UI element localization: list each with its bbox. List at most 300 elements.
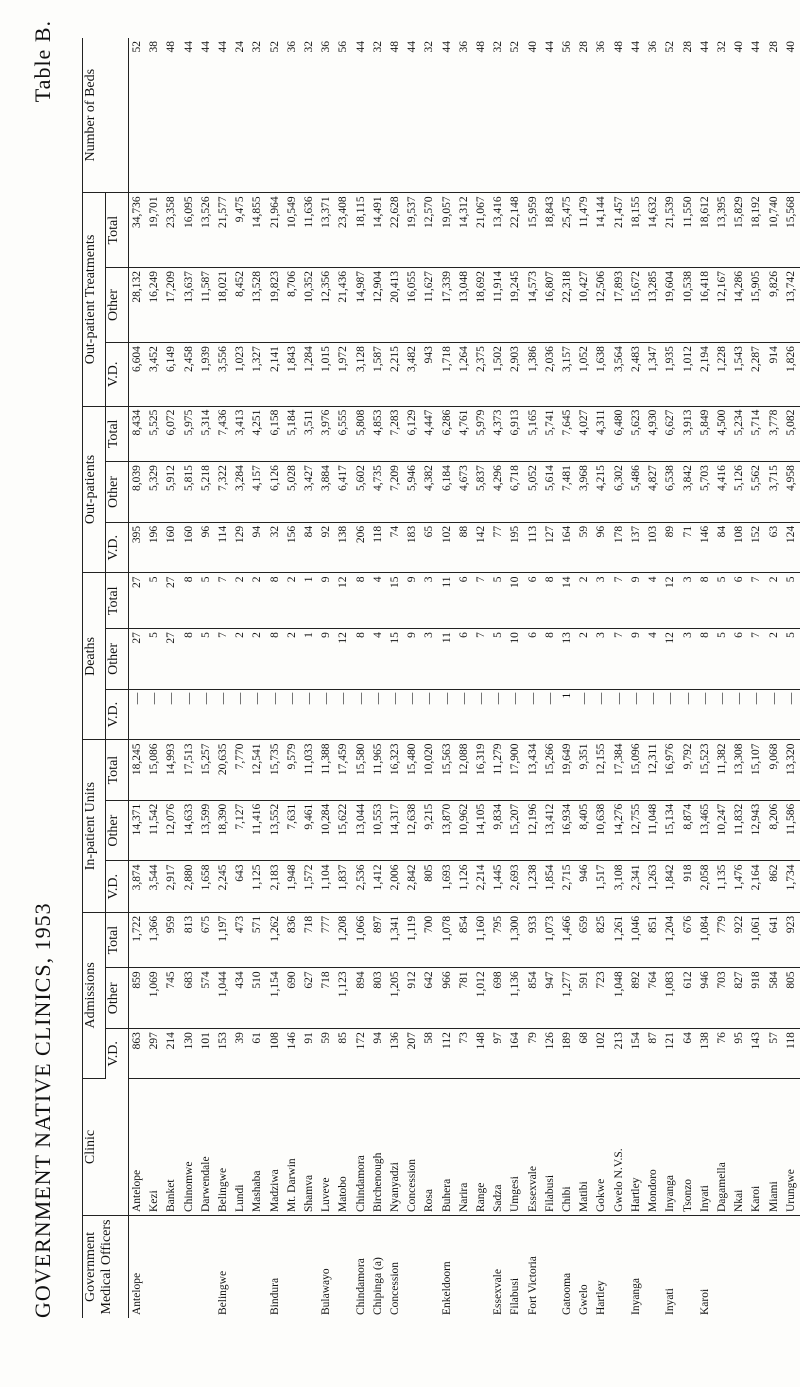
deaths-cell: — [439, 689, 456, 740]
opt-cell: 14,144 [593, 193, 610, 268]
adm-cell: 805 [783, 968, 800, 1029]
adm-cell: 64 [680, 1029, 697, 1079]
sub-header-outpatients-other: Other [106, 462, 129, 523]
beds-cell: 36 [456, 38, 473, 193]
op-cell: 5,329 [146, 462, 163, 523]
op-cell: 196 [146, 522, 163, 573]
op-cell: 4,382 [421, 462, 438, 523]
opt-cell: 18,692 [473, 268, 490, 343]
op-cell: 84 [301, 522, 318, 573]
adm-cell: 1,300 [507, 912, 524, 968]
opt-cell: 13,526 [198, 193, 215, 268]
ipu-cell: 9,461 [301, 800, 318, 861]
deaths-cell: — [353, 689, 370, 740]
deaths-cell: 2 [284, 573, 301, 629]
deaths-cell: 3 [680, 629, 697, 690]
adm-cell: 683 [181, 968, 198, 1029]
op-cell: 5,082 [783, 406, 800, 462]
deaths-cell: 2 [766, 629, 783, 690]
opt-cell: 14,987 [353, 268, 370, 343]
adm-cell: 473 [232, 912, 249, 968]
adm-cell: 764 [645, 968, 662, 1029]
ipu-cell: 13,552 [267, 800, 284, 861]
adm-cell: 94 [370, 1029, 387, 1079]
ipu-cell: 2,164 [748, 861, 765, 912]
ipu-cell: 7,631 [284, 800, 301, 861]
beds-cell: 40 [731, 38, 748, 193]
gmo-cell [783, 1216, 800, 1319]
op-cell: 4,251 [249, 406, 266, 462]
opt-cell: 18,192 [748, 193, 765, 268]
sub-header-admissions-vd: V.D. [106, 1029, 129, 1079]
opt-cell: 2,483 [628, 343, 645, 406]
ipu-cell: 11,048 [645, 800, 662, 861]
ipu-cell: 13,320 [783, 740, 800, 800]
sub-header-deaths-vd: V.D. [106, 689, 129, 740]
adm-cell: 894 [353, 968, 370, 1029]
deaths-cell: — [421, 689, 438, 740]
ipu-cell: 12,076 [163, 800, 180, 861]
clinic-cell: Dagamella [714, 1079, 731, 1216]
adm-cell: 102 [593, 1029, 610, 1079]
op-cell: 6,158 [267, 406, 284, 462]
table-row [490, 38, 507, 1318]
opt-cell: 13,637 [181, 268, 198, 343]
ipu-cell: 15,086 [146, 740, 163, 800]
deaths-cell: — [611, 689, 628, 740]
opt-cell: 19,057 [439, 193, 456, 268]
adm-cell: 58 [421, 1029, 438, 1079]
clinic-cell: Madziwa [267, 1079, 284, 1216]
opt-cell: 15,905 [748, 268, 765, 343]
opt-cell: 23,408 [335, 193, 352, 268]
op-cell: 114 [215, 522, 232, 573]
clinic-cell: Matibi [576, 1079, 593, 1216]
op-cell: 395 [129, 522, 147, 573]
opt-cell: 3,482 [404, 343, 421, 406]
sub-header-inpatient-other: Other [106, 800, 129, 861]
op-cell: 3,413 [232, 406, 249, 462]
ipu-cell: 17,900 [507, 740, 524, 800]
sub-header-treatments-other: Other [106, 268, 129, 343]
deaths-cell: — [387, 689, 404, 740]
opt-cell: 14,573 [525, 268, 542, 343]
clinic-cell: Luveve [318, 1079, 335, 1216]
op-cell: 6,913 [507, 406, 524, 462]
adm-cell: 121 [662, 1029, 679, 1079]
adm-cell: 571 [249, 912, 266, 968]
ipu-cell: 1,693 [439, 861, 456, 912]
opt-cell: 1,012 [680, 343, 697, 406]
table-row [267, 38, 284, 1318]
ipu-cell: 2,536 [353, 861, 370, 912]
op-cell: 124 [783, 522, 800, 573]
deaths-cell: 2 [284, 629, 301, 690]
beds-cell: 40 [783, 38, 800, 193]
adm-cell: 918 [748, 968, 765, 1029]
table-row [645, 38, 662, 1318]
beds-cell: 48 [473, 38, 490, 193]
table-row [456, 38, 473, 1318]
deaths-cell: 5 [490, 573, 507, 629]
ipu-cell: 946 [576, 861, 593, 912]
adm-cell: 143 [748, 1029, 765, 1079]
op-cell: 5,714 [748, 406, 765, 462]
ipu-cell: 15,266 [542, 740, 559, 800]
opt-cell: 21,964 [267, 193, 284, 268]
op-cell: 4,027 [576, 406, 593, 462]
op-cell: 8,039 [129, 462, 147, 523]
table-row [335, 38, 352, 1318]
deaths-cell: — [490, 689, 507, 740]
adm-cell: 97 [490, 1029, 507, 1079]
deaths-cell: 27 [129, 629, 147, 690]
opt-cell: 17,893 [611, 268, 628, 343]
deaths-cell: — [662, 689, 679, 740]
opt-cell: 1,264 [456, 343, 473, 406]
adm-cell: 1,069 [146, 968, 163, 1029]
op-cell: 7,283 [387, 406, 404, 462]
op-cell: 88 [456, 522, 473, 573]
gmo-cell [473, 1216, 490, 1319]
opt-cell: 16,055 [404, 268, 421, 343]
deaths-cell: — [697, 689, 714, 740]
table-label: Table B. [30, 20, 55, 103]
ipu-cell: 1,104 [318, 861, 335, 912]
ipu-cell: 2,715 [559, 861, 576, 912]
deaths-cell: 5 [783, 629, 800, 690]
opt-cell: 19,823 [267, 268, 284, 343]
op-cell: 3,284 [232, 462, 249, 523]
adm-cell: 207 [404, 1029, 421, 1079]
deaths-cell: — [542, 689, 559, 740]
table-row [525, 38, 542, 1318]
opt-cell: 34,736 [129, 193, 147, 268]
op-cell: 102 [439, 522, 456, 573]
adm-cell: 700 [421, 912, 438, 968]
ipu-cell: 1,837 [335, 861, 352, 912]
beds-cell: 44 [697, 38, 714, 193]
ipu-cell: 1,842 [662, 861, 679, 912]
adm-cell: 118 [783, 1029, 800, 1079]
deaths-cell: 8 [542, 629, 559, 690]
adm-cell: 836 [284, 912, 301, 968]
table-row [215, 38, 232, 1318]
deaths-cell: 9 [404, 629, 421, 690]
gmo-cell [163, 1216, 180, 1319]
opt-cell: 2,375 [473, 343, 490, 406]
clinic-cell: Nyanyadzi [387, 1079, 404, 1216]
opt-cell: 1,587 [370, 343, 387, 406]
ipu-cell: 15,257 [198, 740, 215, 800]
table-row [507, 38, 524, 1318]
adm-cell: 1,277 [559, 968, 576, 1029]
deaths-cell: — [163, 689, 180, 740]
gmo-cell [680, 1216, 697, 1319]
table-row [542, 38, 559, 1318]
ipu-cell: 14,371 [129, 800, 147, 861]
adm-cell: 1,208 [335, 912, 352, 968]
table-row [146, 38, 163, 1318]
op-cell: 3,913 [680, 406, 697, 462]
op-cell: 5,314 [198, 406, 215, 462]
op-cell: 96 [198, 522, 215, 573]
op-cell: 3,778 [766, 406, 783, 462]
gmo-cell [714, 1216, 731, 1319]
running-head: GOVERNMENT NATIVE CLINICS, 1953 [30, 902, 55, 1318]
deaths-cell: 27 [129, 573, 147, 629]
opt-cell: 10,549 [284, 193, 301, 268]
ipu-cell: 12,638 [404, 800, 421, 861]
opt-cell: 14,632 [645, 193, 662, 268]
ipu-cell: 18,390 [215, 800, 232, 861]
ipu-cell: 14,317 [387, 800, 404, 861]
beds-cell: 56 [335, 38, 352, 193]
ipu-cell: 15,622 [335, 800, 352, 861]
op-cell: 96 [593, 522, 610, 573]
opt-cell: 14,286 [731, 268, 748, 343]
op-cell: 5,849 [697, 406, 714, 462]
table-row [748, 38, 765, 1318]
table-row [714, 38, 731, 1318]
ipu-cell: 3,544 [146, 861, 163, 912]
adm-cell: 718 [301, 912, 318, 968]
opt-cell: 21,577 [215, 193, 232, 268]
deaths-cell: — [473, 689, 490, 740]
adm-cell: 108 [267, 1029, 284, 1079]
op-cell: 65 [421, 522, 438, 573]
clinic-cell: Darwendale [198, 1079, 215, 1216]
opt-cell: 2,458 [181, 343, 198, 406]
op-cell: 5,946 [404, 462, 421, 523]
ipu-cell: 2,693 [507, 861, 524, 912]
adm-cell: 126 [542, 1029, 559, 1079]
op-cell: 71 [680, 522, 697, 573]
clinic-cell: Narira [456, 1079, 473, 1216]
opt-cell: 15,959 [525, 193, 542, 268]
deaths-cell: 8 [181, 573, 198, 629]
deaths-cell: — [766, 689, 783, 740]
op-cell: 5,486 [628, 462, 645, 523]
op-cell: 6,302 [611, 462, 628, 523]
clinic-cell: Miami [766, 1079, 783, 1216]
gmo-cell [421, 1216, 438, 1319]
deaths-cell: 5 [714, 629, 731, 690]
opt-cell: 16,807 [542, 268, 559, 343]
op-cell: 5,912 [163, 462, 180, 523]
opt-cell: 3,157 [559, 343, 576, 406]
deaths-cell: 3 [421, 573, 438, 629]
ipu-cell: 1,238 [525, 861, 542, 912]
ipu-cell: 643 [232, 861, 249, 912]
adm-cell: 510 [249, 968, 266, 1029]
opt-cell: 2,036 [542, 343, 559, 406]
op-cell: 3,427 [301, 462, 318, 523]
opt-cell: 16,249 [146, 268, 163, 343]
ipu-cell: 17,459 [335, 740, 352, 800]
opt-cell: 25,475 [559, 193, 576, 268]
ipu-cell: 3,874 [129, 861, 147, 912]
gmo-cell [232, 1216, 249, 1319]
ipu-cell: 1,948 [284, 861, 301, 912]
table-row [301, 38, 318, 1318]
adm-cell: 61 [249, 1029, 266, 1079]
op-cell: 195 [507, 522, 524, 573]
opt-cell: 19,245 [507, 268, 524, 343]
sub-header-deaths-other: Other [106, 629, 129, 690]
op-cell: 5,184 [284, 406, 301, 462]
beds-cell: 32 [490, 38, 507, 193]
ipu-cell: 1,658 [198, 861, 215, 912]
adm-cell: 1,078 [439, 912, 456, 968]
table-row [318, 38, 335, 1318]
group-header-outpatients: Out-patients [83, 406, 106, 573]
table-row [766, 38, 783, 1318]
opt-cell: 2,287 [748, 343, 765, 406]
deaths-cell: 9 [318, 629, 335, 690]
table-row [404, 38, 421, 1318]
beds-cell: 44 [748, 38, 765, 193]
ipu-cell: 10,247 [714, 800, 731, 861]
deaths-cell: — [232, 689, 249, 740]
beds-cell: 36 [593, 38, 610, 193]
beds-cell: 44 [198, 38, 215, 193]
deaths-cell: 10 [507, 629, 524, 690]
opt-cell: 13,528 [249, 268, 266, 343]
clinic-cell: Tsonzo [680, 1079, 697, 1216]
deaths-cell: 7 [748, 573, 765, 629]
ipu-cell: 2,842 [404, 861, 421, 912]
deaths-cell: — [284, 689, 301, 740]
adm-cell: 39 [232, 1029, 249, 1079]
ipu-cell: 16,319 [473, 740, 490, 800]
deaths-cell: — [370, 689, 387, 740]
deaths-cell: 6 [456, 629, 473, 690]
gmo-cell [404, 1216, 421, 1319]
op-cell: 4,215 [593, 462, 610, 523]
op-cell: 4,735 [370, 462, 387, 523]
deaths-cell: 8 [697, 573, 714, 629]
opt-cell: 9,826 [766, 268, 783, 343]
ipu-cell: 1,412 [370, 861, 387, 912]
deaths-cell: — [680, 689, 697, 740]
adm-cell: 1,073 [542, 912, 559, 968]
adm-cell: 1,160 [473, 912, 490, 968]
adm-cell: 1,261 [611, 912, 628, 968]
adm-cell: 189 [559, 1029, 576, 1079]
clinic-cell: Inyati [697, 1079, 714, 1216]
adm-cell: 959 [163, 912, 180, 968]
beds-cell: 52 [662, 38, 679, 193]
op-cell: 7,481 [559, 462, 576, 523]
op-cell: 6,126 [267, 462, 284, 523]
ipu-cell: 1,135 [714, 861, 731, 912]
deaths-cell: 11 [439, 629, 456, 690]
op-cell: 108 [731, 522, 748, 573]
op-cell: 142 [473, 522, 490, 573]
deaths-cell: 5 [490, 629, 507, 690]
adm-cell: 154 [628, 1029, 645, 1079]
opt-cell: 1,228 [714, 343, 731, 406]
opt-cell: 19,537 [404, 193, 421, 268]
op-cell: 7,645 [559, 406, 576, 462]
op-cell: 129 [232, 522, 249, 573]
deaths-cell: 8 [267, 629, 284, 690]
ipu-cell: 11,586 [783, 800, 800, 861]
ipu-cell: 14,276 [611, 800, 628, 861]
gmo-cell: Karoi [698, 1288, 711, 1315]
table-row [181, 38, 198, 1318]
op-cell: 118 [370, 522, 387, 573]
opt-cell: 10,427 [576, 268, 593, 343]
clinic-cell: Chibi [559, 1079, 576, 1216]
clinic-cell: Karoi [748, 1079, 765, 1216]
gmo-cell [181, 1216, 198, 1319]
deaths-cell: — [301, 689, 318, 740]
opt-cell: 1,543 [731, 343, 748, 406]
table-row [611, 38, 628, 1318]
op-cell: 5,614 [542, 462, 559, 523]
ipu-cell: 1,734 [783, 861, 800, 912]
gmo-cell [456, 1216, 473, 1319]
beds-cell: 48 [611, 38, 628, 193]
deaths-cell: 8 [697, 629, 714, 690]
op-cell: 5,837 [473, 462, 490, 523]
opt-cell: 11,627 [421, 268, 438, 343]
adm-cell: 1,012 [473, 968, 490, 1029]
beds-cell: 36 [318, 38, 335, 193]
adm-cell: 1,066 [353, 912, 370, 968]
adm-cell: 966 [439, 968, 456, 1029]
ipu-cell: 2,880 [181, 861, 198, 912]
ipu-cell: 14,633 [181, 800, 198, 861]
adm-cell: 827 [731, 968, 748, 1029]
opt-cell: 19,701 [146, 193, 163, 268]
deaths-cell: 4 [370, 573, 387, 629]
op-cell: 74 [387, 522, 404, 573]
op-cell: 3,511 [301, 406, 318, 462]
gmo-cell: Inyati [664, 1288, 677, 1315]
ipu-cell: 1,263 [645, 861, 662, 912]
adm-cell: 690 [284, 968, 301, 1029]
adm-cell: 777 [318, 912, 335, 968]
adm-cell: 136 [387, 1029, 404, 1079]
deaths-cell: 7 [611, 573, 628, 629]
sub-header-treatments-total: Total [106, 193, 129, 268]
adm-cell: 1,048 [611, 968, 628, 1029]
adm-cell: 675 [198, 912, 215, 968]
opt-cell: 2,194 [697, 343, 714, 406]
op-cell: 3,968 [576, 462, 593, 523]
deaths-cell: 14 [559, 573, 576, 629]
deaths-cell: — [129, 689, 147, 740]
op-cell: 160 [163, 522, 180, 573]
opt-cell: 13,048 [456, 268, 473, 343]
op-cell: 5,234 [731, 406, 748, 462]
adm-cell: 1,154 [267, 968, 284, 1029]
ipu-cell: 1,572 [301, 861, 318, 912]
deaths-cell: 1 [559, 689, 576, 740]
ipu-cell: 1,445 [490, 861, 507, 912]
ipu-cell: 862 [766, 861, 783, 912]
adm-cell: 946 [697, 968, 714, 1029]
op-cell: 4,311 [593, 406, 610, 462]
beds-cell: 56 [559, 38, 576, 193]
adm-cell: 1,136 [507, 968, 524, 1029]
gmo-cell: Bulawayo [320, 1268, 333, 1315]
opt-cell: 14,855 [249, 193, 266, 268]
op-cell: 6,184 [439, 462, 456, 523]
